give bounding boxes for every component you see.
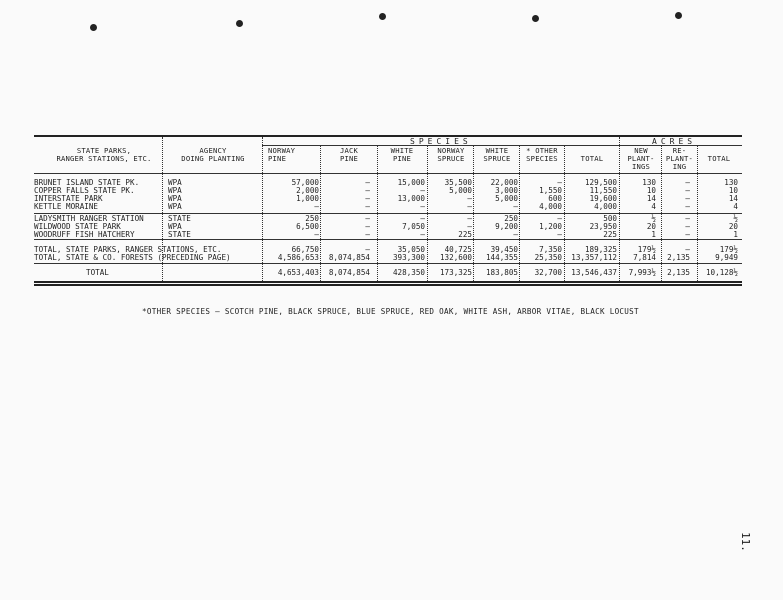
table-row [34, 231, 742, 239]
cell-jack-pine: — [365, 214, 370, 223]
table-row [34, 179, 742, 187]
cell-replanting: — [685, 214, 690, 223]
cell-jack-pine: — [365, 186, 370, 195]
cell-other-species: 600 [548, 194, 562, 203]
cell-other-species: 1,550 [539, 186, 562, 195]
cell-norway-pine: 4,586,653 [277, 253, 319, 262]
cell-replanting: 2,135 [667, 268, 690, 277]
name-column-header: STATE PARKS, RANGER STATIONS, ETC. [56, 146, 152, 163]
cell-jack-pine: — [365, 230, 370, 239]
cell-acres-total: 179½ [719, 245, 738, 254]
cell-white-spruce: 144,355 [485, 253, 518, 262]
cell-white-pine: 13,000 [397, 194, 425, 203]
jack-pine-header: JACK PINE [339, 146, 359, 163]
cell-norway-pine: 4,653,403 [277, 268, 319, 277]
norway-spruce-header: NORWAY SPRUCE [437, 146, 465, 163]
cell-norway-spruce: 5,000 [449, 186, 472, 195]
cell-acres-total: 14 [728, 194, 738, 203]
section-rule [34, 239, 742, 240]
cell-species-total: 13,546,437 [571, 268, 617, 277]
cell-new-plantings: 7,993½ [628, 268, 656, 277]
cell-white-pine: — [420, 186, 425, 195]
cell-replanting: — [685, 178, 690, 187]
cell-jack-pine: 8,074,854 [328, 253, 370, 262]
cell-new-plantings: 20 [646, 222, 656, 231]
header-rule [34, 173, 742, 174]
cell-norway-pine: 66,750 [291, 245, 319, 254]
cell-norway-pine: — [314, 230, 319, 239]
punch-hole-mark [236, 20, 243, 27]
cell-white-spruce: 5,000 [495, 194, 518, 203]
cell-replanting: — [685, 194, 690, 203]
punch-hole-mark [90, 24, 97, 31]
cell-norway-spruce: 173,325 [439, 268, 472, 277]
cell-norway-spruce: 132,600 [439, 253, 472, 262]
row-agency: STATE [168, 230, 191, 239]
cell-new-plantings: 1 [651, 230, 656, 239]
new-plantings-header: NEW PLANT- INGS [627, 146, 655, 171]
cell-white-pine: 428,350 [392, 268, 425, 277]
cell-norway-spruce: 35,500 [444, 178, 472, 187]
cell-acres-total: 10,128½ [705, 268, 738, 277]
acres-total-header: TOTAL [707, 154, 731, 163]
row-agency: WPA [168, 194, 182, 203]
footnote: *OTHER SPECIES — SCOTCH PINE, BLACK SPRUCE, BLUE SPRUCE, RED OAK, WHITE ASH, ARBOR VITAE, BLACK LOCUST [142, 307, 639, 316]
row-agency: WPA [168, 186, 182, 195]
cell-jack-pine: — [365, 245, 370, 254]
cell-other-species: 25,350 [534, 253, 562, 262]
agency-column-header: AGENCY DOING PLANTING [181, 146, 245, 163]
cell-species-total: 4,000 [594, 202, 617, 211]
row-name: COPPER FALLS STATE PK. [34, 186, 135, 195]
punch-hole-mark [532, 15, 539, 22]
cell-species-total: 11,550 [589, 186, 617, 195]
subtotal-label: TOTAL, STATE & CO. FORESTS (PRECEDING PAGE) [34, 253, 231, 262]
cell-jack-pine: — [365, 194, 370, 203]
cell-replanting: — [685, 230, 690, 239]
cell-norway-spruce: — [467, 214, 472, 223]
row-name: BRUNET ISLAND STATE PK. [34, 178, 140, 187]
cell-acres-total: 20 [728, 222, 738, 231]
cell-jack-pine: 8,074,854 [328, 268, 370, 277]
row-agency: WPA [168, 202, 182, 211]
species-group-header: SPECIES [410, 137, 472, 146]
cell-white-spruce: 22,000 [490, 178, 518, 187]
top-rule [34, 135, 742, 137]
cell-replanting: — [685, 245, 690, 254]
table-row [34, 195, 742, 203]
bottom-rule [34, 281, 742, 283]
cell-new-plantings: 10 [646, 186, 656, 195]
table-row [34, 187, 742, 195]
norway-pine-header: NORWAY PINE [268, 146, 296, 163]
cell-new-plantings: 7,814 [633, 253, 656, 262]
punch-hole-mark [675, 12, 682, 19]
cell-white-pine: 7,050 [402, 222, 425, 231]
replanting-header: RE- PLANT- ING [665, 146, 694, 171]
cell-norway-spruce: — [467, 222, 472, 231]
cell-other-species: 7,350 [539, 245, 562, 254]
cell-species-total: 13,357,112 [571, 253, 617, 262]
cell-jack-pine: — [365, 222, 370, 231]
row-name: INTERSTATE PARK [34, 194, 103, 203]
cell-species-total: 129,500 [584, 178, 617, 187]
cell-acres-total: 1 [733, 230, 738, 239]
page-number: 11. [739, 532, 752, 552]
table-row [34, 223, 742, 231]
cell-white-spruce: 9,200 [495, 222, 518, 231]
cell-white-spruce: 250 [504, 214, 518, 223]
cell-replanting: 2,135 [667, 253, 690, 262]
row-name: LADYSMITH RANGER STATION [34, 214, 144, 223]
cell-acres-total: ½ [733, 214, 738, 223]
cell-replanting: — [685, 222, 690, 231]
row-agency: STATE [168, 214, 191, 223]
cell-species-total: 189,325 [584, 245, 617, 254]
subtotal-row [34, 254, 742, 262]
cell-other-species: 4,000 [539, 202, 562, 211]
cell-other-species: — [557, 178, 562, 187]
cell-species-total: 23,950 [589, 222, 617, 231]
cell-norway-spruce: — [467, 202, 472, 211]
cell-new-plantings: 130 [642, 178, 656, 187]
cell-white-pine: — [420, 230, 425, 239]
grand-total-row [34, 269, 742, 277]
row-name: WILDWOOD STATE PARK [34, 222, 121, 231]
cell-species-total: 500 [603, 214, 617, 223]
bottom-rule [34, 284, 742, 286]
cell-white-spruce: — [513, 202, 518, 211]
cell-norway-pine: 57,000 [291, 178, 319, 187]
cell-norway-pine: 2,000 [296, 186, 319, 195]
row-agency: WPA [168, 178, 182, 187]
cell-replanting: — [685, 186, 690, 195]
white-pine-header: WHITE PINE [390, 146, 414, 163]
cell-norway-spruce: 225 [458, 230, 472, 239]
cell-new-plantings: 4 [651, 202, 656, 211]
cell-white-pine: — [420, 214, 425, 223]
cell-norway-spruce: — [467, 194, 472, 203]
row-name: KETTLE MORAINE [34, 202, 99, 211]
cell-new-plantings: ½ [651, 214, 656, 223]
cell-norway-pine: 250 [305, 214, 319, 223]
cell-new-plantings: 179½ [637, 245, 656, 254]
cell-white-pine: — [420, 202, 425, 211]
cell-norway-pine: — [314, 202, 319, 211]
acres-group-header: ACRES [652, 137, 697, 146]
subtotal-label: TOTAL, STATE PARKS, RANGER STATIONS, ETC. [34, 245, 222, 254]
cell-other-species: — [557, 214, 562, 223]
cell-other-species: — [557, 230, 562, 239]
cell-other-species: 1,200 [539, 222, 562, 231]
cell-white-spruce: 39,450 [490, 245, 518, 254]
cell-acres-total: 4 [733, 202, 738, 211]
row-agency: WPA [168, 222, 182, 231]
grand-total-label: TOTAL [86, 268, 109, 277]
cell-white-spruce: 3,000 [495, 186, 518, 195]
cell-norway-spruce: 40,725 [444, 245, 472, 254]
cell-acres-total: 130 [724, 178, 738, 187]
cell-species-total: 19,600 [589, 194, 617, 203]
cell-jack-pine: — [365, 178, 370, 187]
cell-species-total: 225 [603, 230, 617, 239]
cell-norway-pine: 6,500 [296, 222, 319, 231]
cell-white-spruce: — [513, 230, 518, 239]
cell-other-species: 32,700 [534, 268, 562, 277]
cell-white-pine: 35,050 [397, 245, 425, 254]
cell-white-pine: 15,000 [397, 178, 425, 187]
cell-norway-pine: 1,000 [296, 194, 319, 203]
cell-white-spruce: 183,805 [485, 268, 518, 277]
cell-acres-total: 9,949 [715, 253, 738, 262]
table-row [34, 203, 742, 211]
cell-replanting: — [685, 202, 690, 211]
table-row [34, 215, 742, 223]
punch-hole-mark [379, 13, 386, 20]
row-name: WOODRUFF FISH HATCHERY [34, 230, 135, 239]
species-total-header: TOTAL [580, 154, 604, 163]
totals-rule [34, 263, 742, 264]
cell-acres-total: 10 [728, 186, 738, 195]
cell-new-plantings: 14 [646, 194, 656, 203]
cell-white-pine: 393,300 [392, 253, 425, 262]
white-spruce-header: WHITE SPRUCE [483, 146, 511, 163]
cell-jack-pine: — [365, 202, 370, 211]
other-species-header: * OTHER SPECIES [526, 146, 558, 163]
